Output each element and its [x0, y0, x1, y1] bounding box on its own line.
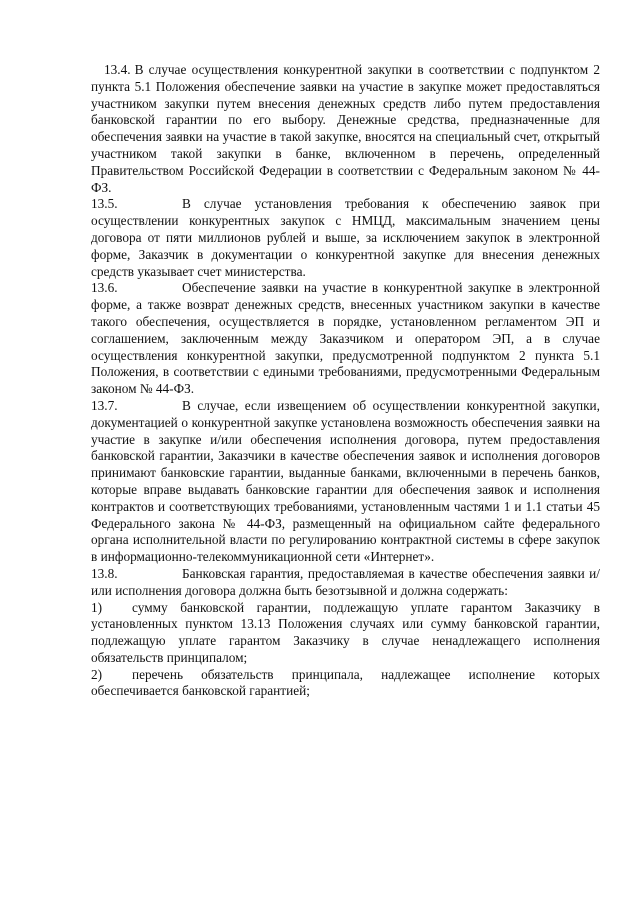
section-number: 13.6. — [91, 280, 118, 296]
section-13-8 — [91, 566, 600, 600]
list-item-2 — [91, 667, 600, 701]
list-item-text: перечень обязательств принципала, надлежащее исполнение которых обеспечивается банковской гарантией; — [91, 666, 600, 699]
list-item-number: 1) — [91, 599, 103, 615]
section-text: Банковская гарантия, предоставляемая в качестве обеспечения заявки и/или исполнения договора должна быть безотзывной и должна содержать: — [91, 565, 600, 598]
section-text: В случае установления требования к обеспечению заявок при осуществлении конкурентных закупок с НМЦД, максимальным значением цены договора от пяти миллионов рублей и выше, за исключением закупок в электронной форме, Заказчик в документации о конкурентной закупке для внесения денежных средств указывает счет министерства. — [91, 196, 600, 279]
section-13-7 — [91, 398, 600, 566]
section-number: 13.4. — [104, 62, 131, 77]
section-text: В случае, если извещением об осуществлении конкурентной закупки, документацией о конкурентной закупке установлена возможность обеспечения заявки на участие в закупке и/или обеспечения исполнения договора, путем предоставления банковской гарантии, Заказчики в качестве обеспечения заявок и исполнения договоров принимают банковские гарантии, выданные банками, включенными в перечень банков, которые вправе выдавать банковские гарантии для обеспечения заявок и исполнения контрактов и соответствующих требованиями, установленным частями 1 и 1.1 статьи 45 Федерального закона № 44-ФЗ, размещенный на официальном сайте федерального органа исполнительной власти по регулированию контрактной системы в сфере закупок в информационно-телекоммуникационной сети «Интернет». — [91, 397, 600, 565]
section-13-5 — [91, 196, 600, 280]
list-item-number: 2) — [91, 666, 103, 682]
section-text: В случае осуществления конкурентной закупки в соответствии с подпунктом 2 пункта 5.1 Положения обеспечение заявки на участие в закупке может предоставляться участником закупки путем внесения денежных средств либо путем предоставления банковской гарантии по его выбору. Денежные средства, предназначенные для обеспечения заявки на участие в такой закупке, вносятся на специальный счет, открытый участником такой закупки в банке, включенном в перечень, определенный Правительством Российской Федерации в соответствии с Федеральным законом № 44-ФЗ. — [91, 62, 600, 195]
section-text: Обеспечение заявки на участие в конкурентной закупке в электронной форме, а также возврат денежных средств, внесенных участником закупки в качестве такого обеспечения, осуществляется в порядке, установленном регламентом ЭП и соглашением, заключенным между Заказчиком и оператором ЭП, а в случае осуществления конкурентной закупки, предусмотренной подпунктом 2 пункта 5.1 Положения, в соответствии с едиными требованиями, предусмотренными Федеральным законом № 44-ФЗ. — [91, 280, 600, 397]
section-number: 13.5. — [91, 196, 118, 212]
section-number: 13.8. — [91, 565, 118, 581]
section-number: 13.7. — [91, 397, 118, 413]
list-item-1 — [91, 600, 600, 667]
section-13-6 — [91, 280, 600, 398]
section-13-4 — [91, 62, 600, 196]
document-page — [91, 62, 600, 700]
list-item-text: сумму банковской гарантии, подлежащую уплате гарантом Заказчику в установленных пунктом 13.13 Положения случаях или сумму банковской гарантии, подлежащую уплате гарантом Заказчику в случае ненадлежащего исполнения обязательств принципалом; — [91, 599, 600, 665]
